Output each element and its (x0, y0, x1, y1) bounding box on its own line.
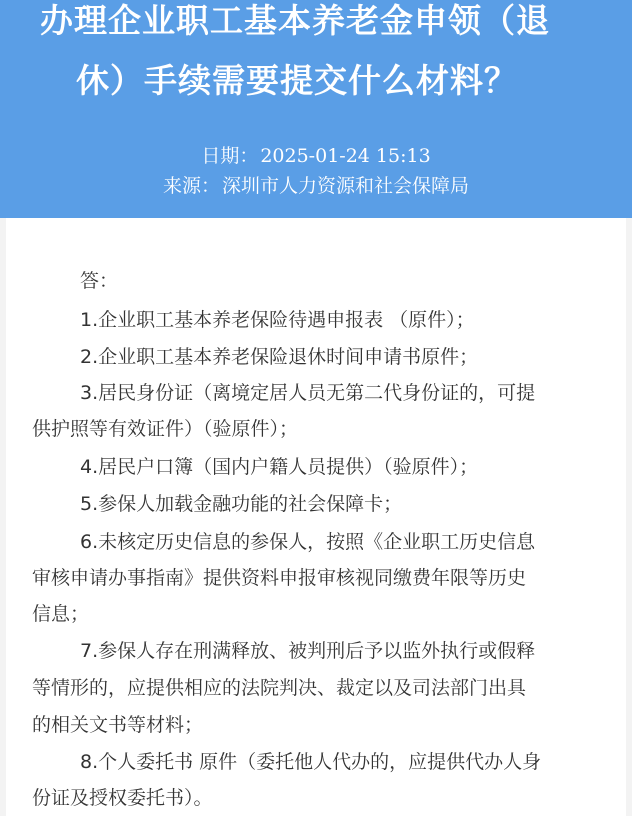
answer-item-6: 6.未核定历史信息的参保人，按照《企业职工历史信息 (80, 531, 536, 553)
answer-item-2: 2.企业职工基本养老保险退休时间申请书原件； (80, 346, 479, 368)
answer-label: 答： (80, 270, 119, 292)
answer-item-5: 5.参保人加载金融功能的社会保障卡； (80, 493, 403, 515)
title-line-1: 办理企业职工基本养老金申领（退 (40, 1, 550, 40)
date-label: 日期： (201, 145, 259, 167)
title-line-2: 休）手续需要提交什么材料？ (76, 61, 518, 100)
answer-item-6-cont-1: 审核申请办事指南》提供资料申报审核视同缴费年限等历史 (32, 567, 527, 589)
answer-item-7: 7.参保人存在刑满释放、被判刑后予以监外执行或假释 (80, 640, 536, 662)
answer-item-8: 8.个人委托书 原件（委托他人代办的，应提供代办人身 (80, 751, 542, 773)
answer-item-3-cont: 供护照等有效证件）（验原件）； (32, 418, 299, 440)
answer-item-8-cont: 份证及授权委托书）。 (32, 787, 213, 809)
answer-item-7-cont-1: 等情形的，应提供相应的法院判决、裁定以及司法部门出具 (32, 677, 527, 699)
right-margin (626, 218, 632, 816)
answer-item-4: 4.居民户口簿（国内户籍人员提供）（验原件）； (80, 456, 479, 478)
answer-item-3: 3.居民身份证（离境定居人员无第二代身份证的，可提 (80, 382, 536, 404)
publish-source (0, 171, 632, 198)
answer-item-1: 1.企业职工基本养老保险待遇申报表 （原件）； (80, 309, 475, 331)
publish-date (0, 141, 632, 168)
answer-item-6-cont-2: 信息； (32, 603, 90, 625)
answer-content (0, 218, 632, 816)
answer-item-7-cont-2: 的相关文书等材料； (32, 714, 204, 736)
source-label: 来源： (162, 175, 220, 197)
source-value: 深圳市人力资源和社会保障局 (222, 175, 470, 197)
header-banner (0, 0, 632, 218)
date-value: 2025-01-24 15:13 (260, 145, 431, 167)
left-margin (0, 218, 6, 816)
